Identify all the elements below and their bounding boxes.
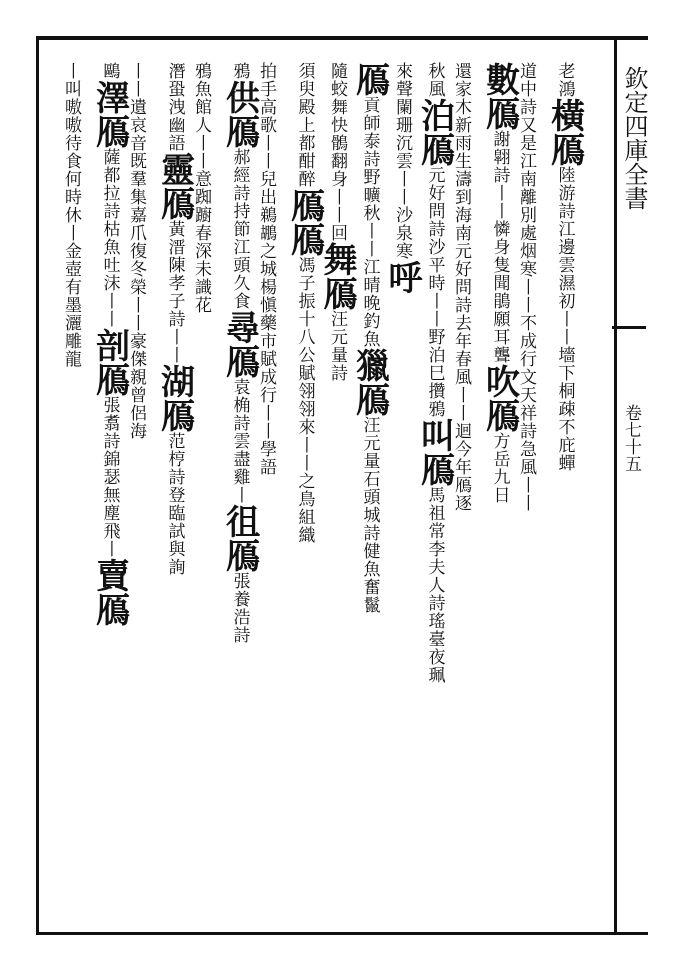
text-column [349,62,390,614]
entry-text: 鴉 [229,62,250,80]
entry-heading: 湖鴈 [154,364,195,432]
entry-heading: 徂鴈 [219,504,260,572]
entry-text: 出鵜鶘之城楊愼藥市賦成行丨丨學語 [256,188,276,476]
entry-heading: 靈鴈 [154,152,195,220]
entry-text: 老鴻 [554,62,575,98]
frame-top-rule [36,36,648,40]
entry-text: 汪元量石頭城詩健魚奮鬣 [359,416,380,614]
entry-text: 元好問詩沙平時丨丨野泊巳攢鴉 [424,166,445,418]
entry-text: 薩都拉詩枯魚吐沫丨丨 [99,148,120,328]
entry-heading: 獵鴈 [349,348,390,416]
entry-text: 秋風 [424,62,445,98]
entry-text: 丨丨遺哀音 [126,62,146,152]
margin-book-title: 欽定四庫全書 [620,66,648,210]
text-column [317,62,357,382]
text-column [382,62,422,294]
entry-heading: 吹鴈 [479,364,520,432]
entry-heading: 尋鴈 [219,310,260,378]
entry-text: 既羣集嘉爪復冬榮 [126,152,146,296]
entry-text: 鴉 [191,62,211,80]
text-column [60,62,81,368]
frame-left-rule [36,36,39,935]
text-column [479,62,520,504]
entry-heading: 數鴈 [479,62,520,130]
entry-text: 丨金壺有墨灑雕龍 [61,224,81,368]
text-column [89,62,130,626]
text-column [154,62,195,576]
entry-text: 道中詩又是江南離別處烟寒丨丨不成行文天祥詩急風丨丨 [516,62,536,512]
entry-text: 方岳九日 [489,432,510,504]
entry-text: 魚館人丨丨意踟躕 [191,80,211,224]
text-column [544,62,585,472]
entry-text: 還家木新雨生濤到海南元好問詩去年春風丨丨迴今年鴈逐 [451,62,471,512]
entry-text: 丨叫嗷嗷待食何時休 [61,62,81,224]
entry-text: 聲闌珊沉雲丨丨沙泉寒 [392,80,412,260]
entry-text: 馬祖常李夫人詩瑤臺夜珮 [424,486,445,684]
entry-heading: 供鴈 [219,80,260,148]
entry-text: 春深未識花 [191,224,211,314]
entry-heading: 橫鴈 [544,98,585,166]
entry-text: 來 [392,62,412,80]
entry-heading: 剖鴈 [89,328,130,396]
entry-text: 張養浩詩 [229,572,250,644]
entry-text: 陸游詩江邊雲濕初丨丨墻下桐疎不庇蟬 [554,166,575,472]
entry-heading: 泊鴈 [414,98,455,166]
entry-text: 丨丨豪傑親曾侶海 [126,296,146,440]
entry-heading: 舞鴈 [317,242,357,310]
entry-heading: 呼 [382,260,422,294]
entry-text: 隨蛟舞快鶻翻身丨丨回 [327,62,347,242]
margin-divider [612,326,646,329]
entry-text: 郝經詩持節江頭久食 [229,148,250,310]
entry-text: 張翥詩錦瑟無塵飛丨 [99,396,120,558]
frame-bottom-rule [36,932,648,935]
entry-text: 鷗 [99,62,120,80]
entry-heading: 鴈鴈 [284,188,325,256]
text-column [219,62,260,644]
entry-text: 潛蛩洩幽語 [164,62,185,152]
entry-heading: 澤鴈 [89,80,130,148]
margin-volume: 卷七十五 [621,404,641,472]
frame-right-rule [614,36,617,935]
text-column [414,62,455,684]
entry-text: 須臾殿上都酣醉 [294,62,315,188]
entry-text: 貢師泰詩野曠秋丨丨江晴晚釣魚 [359,96,380,348]
text-column [284,62,325,544]
entry-text: 黃溍陳孝子詩丨丨 [164,220,185,364]
entry-text: 謝翶詩丨丨憐身隻聞鵑願耳聾 [489,130,510,364]
entry-heading: 鴈 [349,62,390,96]
entry-heading: 叫鴈 [414,418,455,486]
entry-heading: 賣鴈 [89,558,130,626]
entry-text: 拍手高歌丨丨兒 [256,62,276,188]
entry-text: 袁桷詩雲盡雞丨 [229,378,250,504]
entry-text: 范梈詩登臨試與詢 [164,432,185,576]
entry-text: 馮子振十八公賦翎翎來丨丨之鳥組織 [294,256,315,544]
entry-text: 汪元量詩 [327,310,347,382]
